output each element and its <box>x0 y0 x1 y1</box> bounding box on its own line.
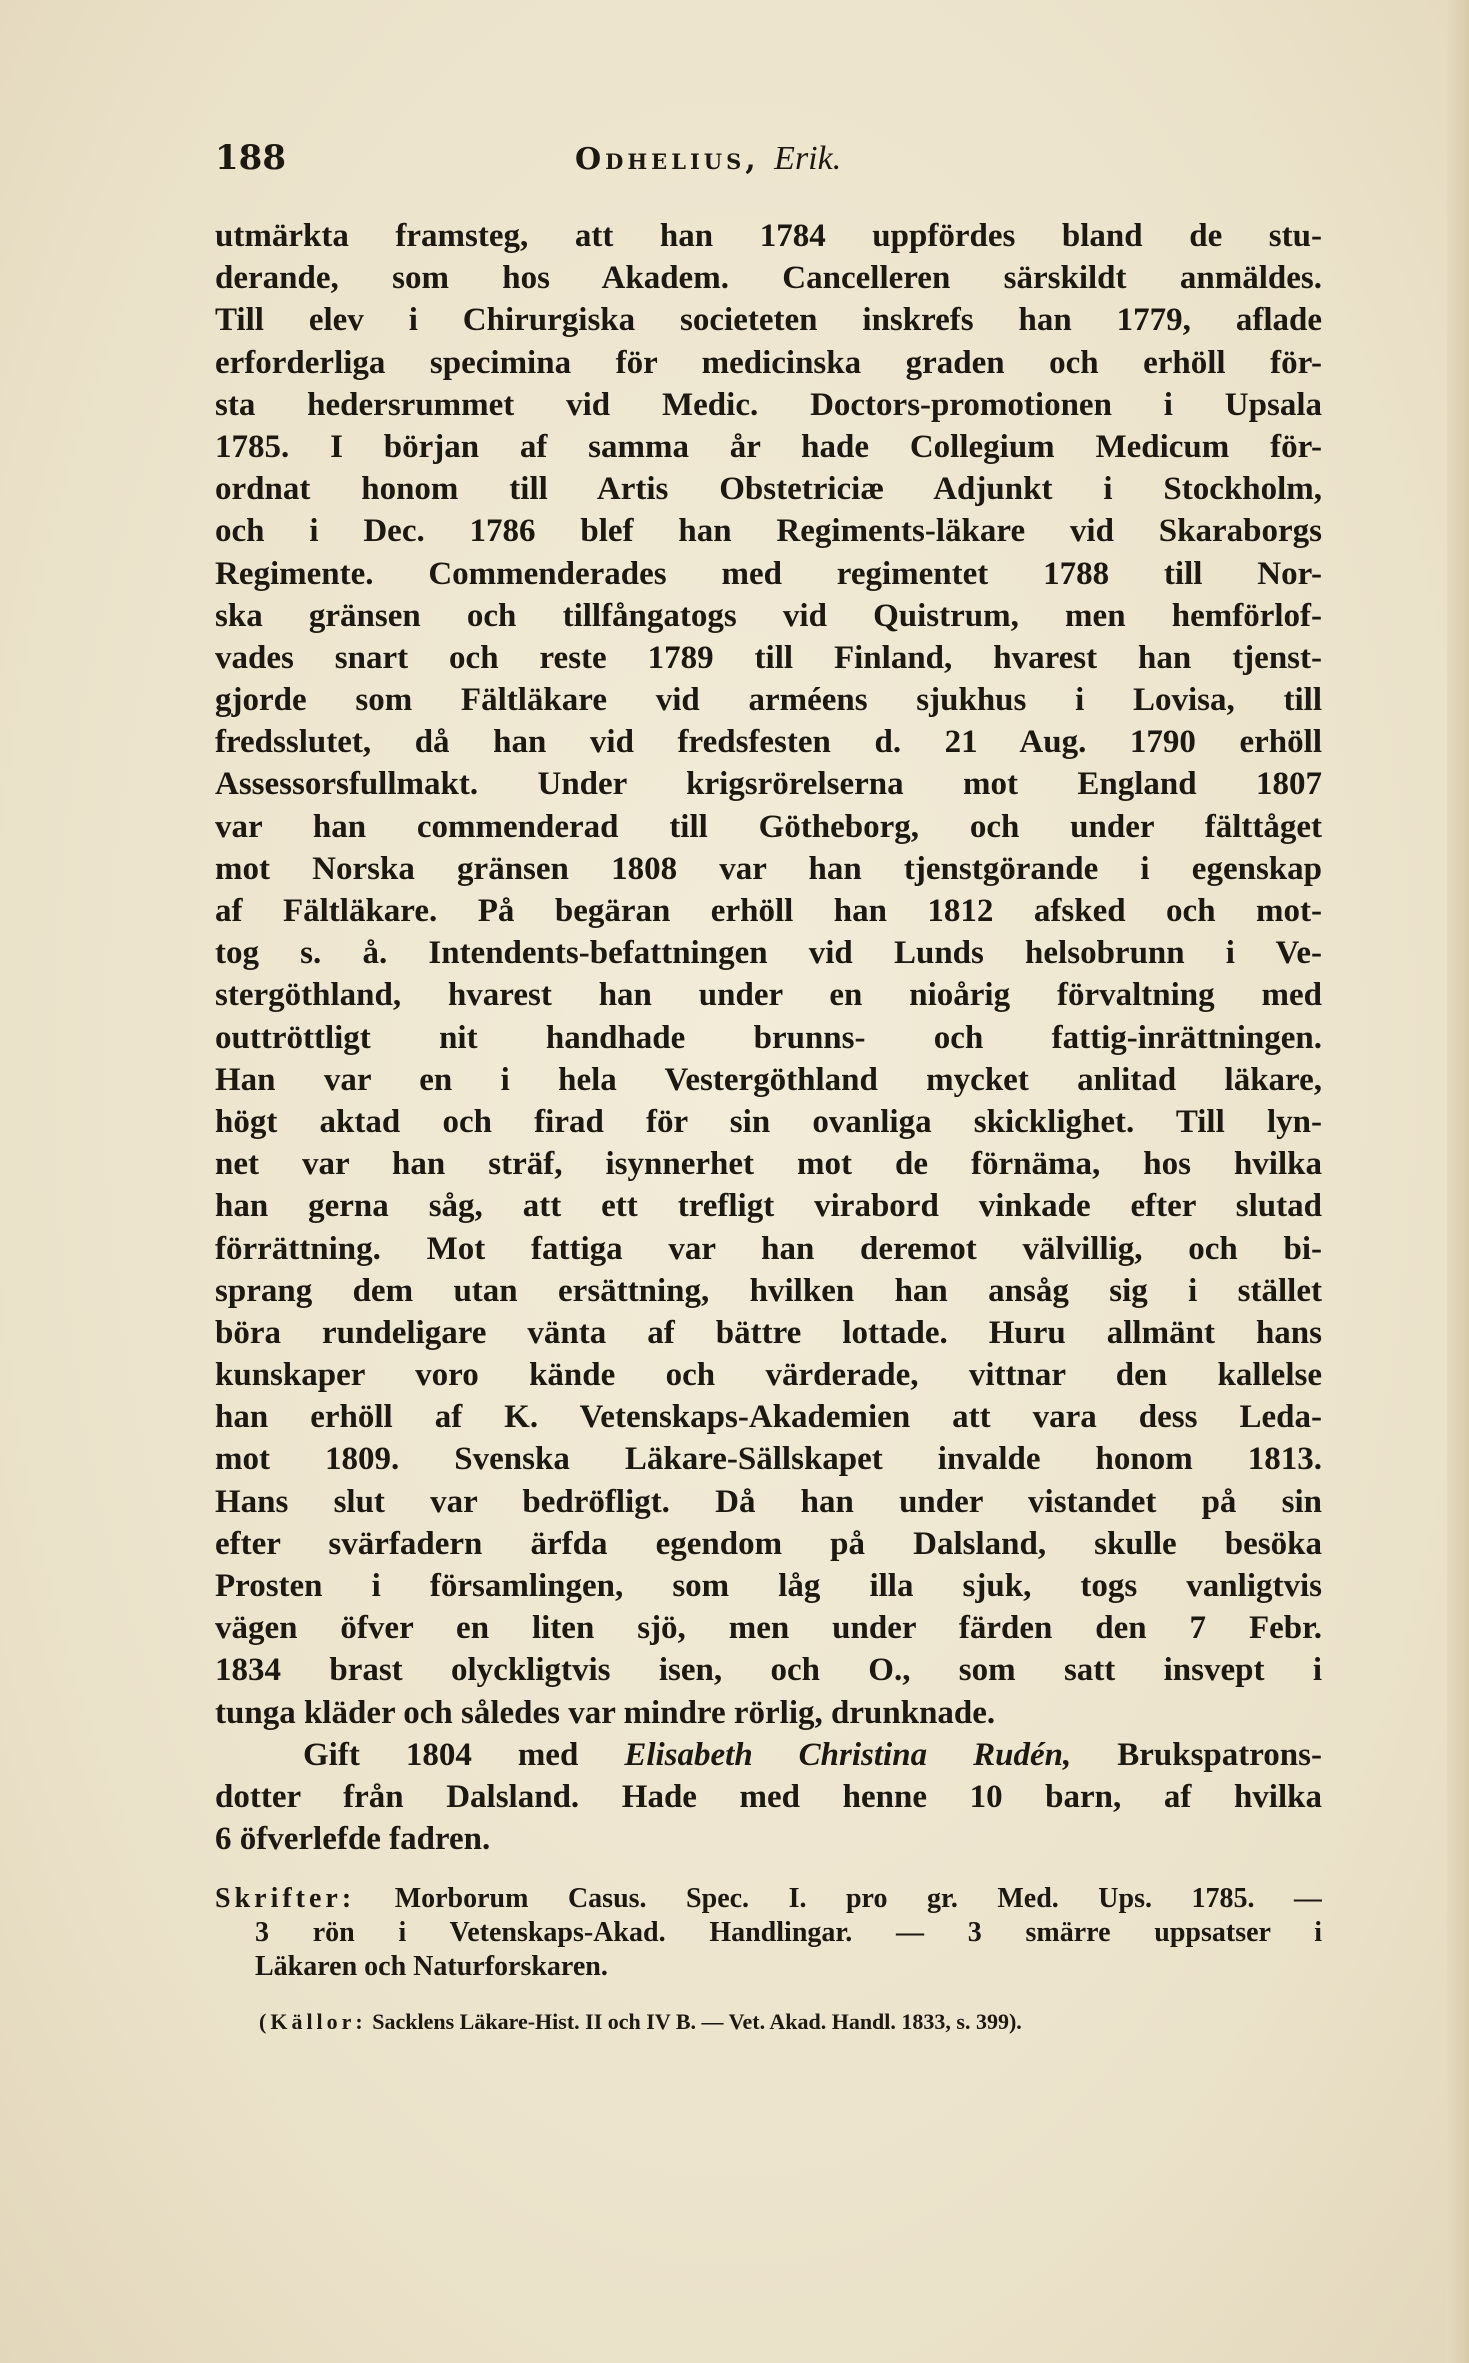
text-line: erforderliga specimina för medicinska graden och erhöll för- <box>215 344 1322 381</box>
text-line: sta hedersrummet vid Medic. Doctors-promotionen i Upsala <box>215 386 1322 423</box>
text-line: af Fältläkare. På begäran erhöll han 1812 afsked och mot- <box>215 893 1322 929</box>
marriage-suffix: Brukspatrons- <box>1071 1736 1322 1773</box>
text-line: kunskaper voro kände och värderade, vittnar den kallelse <box>215 1357 1322 1394</box>
text-line: derande, som hos Akadem. Cancelleren särskildt anmäldes. <box>215 260 1322 297</box>
text-line: Prosten i församlingen, som låg illa sjuk, togs vanligtvis <box>215 1568 1322 1604</box>
text-line: utmärkta framsteg, att han 1784 uppfördes bland de stu- <box>215 218 1322 254</box>
biography-paragraph <box>215 215 1322 1734</box>
text-line: 6 öfverlefde fadren. <box>215 1821 491 1858</box>
text-line: Han var en i hela Vestergöthland mycket anlitad läkare, <box>215 1061 1322 1098</box>
text-line: var han commenderad till Götheborg, och under fälttåget <box>215 808 1322 845</box>
running-head-given-name: Erik. <box>774 140 842 177</box>
writings-label: Skrifter: <box>215 1883 356 1915</box>
text-line: böra rundeligare vänta af bättre lottade. Huru allmänt hans <box>215 1314 1322 1351</box>
text-line: 1834 brast olyckligtvis isen, och O., som satt insvept i <box>215 1652 1322 1689</box>
text-line: Till elev i Chirurgiska societeten inskrefs han 1779, aflade <box>215 302 1322 339</box>
text-line: net var han sträf, isynnerhet mot de förnäma, hos hvilka <box>215 1146 1322 1183</box>
marriage-paragraph <box>215 1734 1322 1861</box>
text-line: vägen öfver en liten sjö, men under färden den 7 Febr. <box>215 1610 1322 1647</box>
running-head-surname: Odhelius, <box>575 142 760 177</box>
text-line <box>215 1882 1322 1916</box>
text-line: stergöthland, hvarest han under en nioårig förvaltning med <box>215 977 1322 1014</box>
writings-entry: Morborum Casus. Spec. I. pro gr. Med. Ups. 1785. — <box>355 1883 1322 1915</box>
text-line: förrättning. Mot fattiga var han deremot välvillig, och bi- <box>215 1230 1322 1267</box>
sources-text: Sacklens Läkare-Hist. II och IV B. — Vet. Akad. Handl. 1833, s. 399). <box>366 2009 1022 2035</box>
text-line: dotter från Dalsland. Hade med henne 10 barn, af hvilka <box>215 1778 1322 1815</box>
text-line: tog s. å. Intendents-befattningen vid Lunds helsobrunn i Ve- <box>215 935 1322 972</box>
page-number: 188 <box>215 138 286 178</box>
text-line: och i Dec. 1786 blef han Regiments-läkare vid Skaraborgs <box>215 513 1322 550</box>
text-line: ska gränsen och tillfångatogs vid Quistrum, men hemförlof- <box>215 597 1322 634</box>
page-header <box>215 138 1325 188</box>
text-line: vades snart och reste 1789 till Finland, hvarest han tjenst- <box>215 639 1322 676</box>
text-line: efter svärfadern ärfda egendom på Dalsland, skulle besöka <box>215 1525 1322 1562</box>
text-line: 3 rön i Vetenskaps-Akad. Handlingar. — 3 smärre uppsatser i <box>255 1917 1322 1949</box>
sources-line <box>215 2006 1322 2038</box>
text-line: outtröttligt nit handhade brunns- och fattig-inrättningen. <box>215 1019 1322 1056</box>
main-text <box>215 215 1322 2038</box>
text-line: 1785. I början af samma år hade Collegium Medicum för- <box>215 428 1322 465</box>
text-line: sprang dem utan ersättning, hvilken han ansåg sig i stället <box>215 1272 1322 1309</box>
text-line: mot 1809. Svenska Läkare-Sällskapet invalde honom 1813. <box>215 1441 1322 1478</box>
text-line: mot Norska gränsen 1808 var han tjenstgörande i egenskap <box>215 850 1322 887</box>
text-line: han erhöll af K. Vetenskaps-Akademien att vara dess Leda- <box>215 1399 1322 1436</box>
text-line <box>215 1734 1322 1776</box>
text-line: Assessorsfullmakt. Under krigsrörelserna mot England 1807 <box>215 766 1322 803</box>
text-line: tunga kläder och således var mindre rörlig, drunknade. <box>215 1694 996 1731</box>
text-line: högt aktad och firad för sin ovanliga skicklighet. Till lyn- <box>215 1103 1322 1140</box>
text-line: ordnat honom till Artis Obstetriciæ Adjunkt i Stockholm, <box>215 471 1322 508</box>
page-edge <box>1447 0 1469 2363</box>
text-line: han gerna såg, att ett trefligt virabord vinkade efter slutad <box>215 1188 1322 1225</box>
writings-section <box>215 1882 1322 1984</box>
spouse-name: Elisabeth Christina Rudén, <box>624 1736 1072 1773</box>
running-head <box>575 140 841 178</box>
text-line: fredsslutet, då han vid fredsfesten d. 21 Aug. 1790 erhöll <box>215 724 1322 761</box>
sources-label: (Källor: <box>259 2009 367 2035</box>
text-line: Läkaren och Naturforskaren. <box>255 1951 608 1983</box>
marriage-prefix: Gift 1804 med <box>303 1736 625 1773</box>
text-line: Regimente. Commenderades med regimentet 1788 till Nor- <box>215 555 1322 592</box>
text-line: Hans slut var bedröfligt. Då han under vistandet på sin <box>215 1483 1322 1520</box>
text-line: gjorde som Fältläkare vid arméens sjukhus i Lovisa, till <box>215 682 1322 719</box>
